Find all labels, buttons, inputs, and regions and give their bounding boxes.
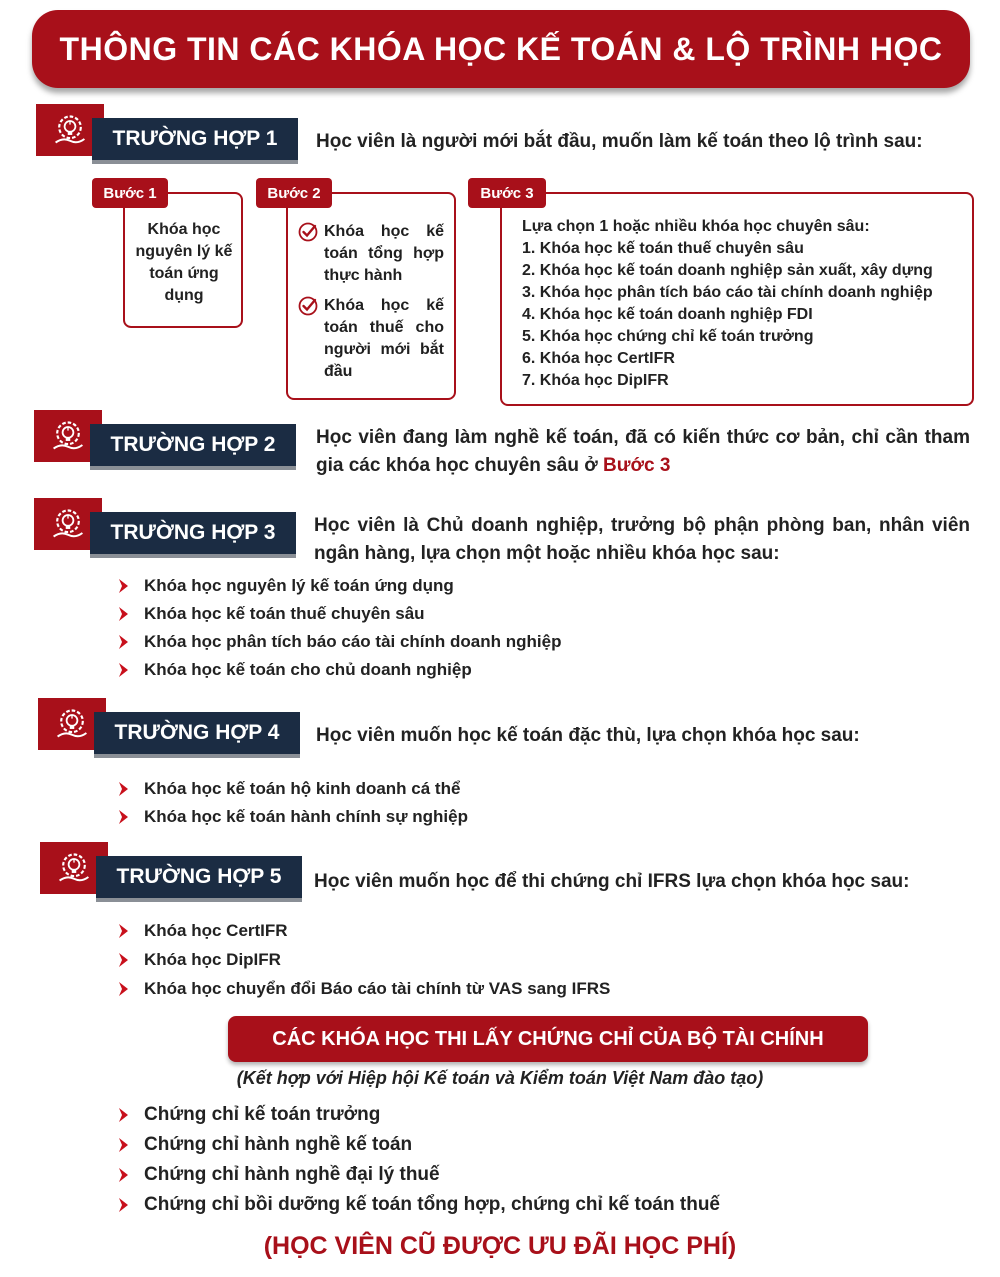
case-2-step-highlight: Bước 3 xyxy=(603,455,671,476)
case-5-header xyxy=(40,842,310,906)
lightbulb-gear-icon xyxy=(56,850,92,886)
check-circle-icon xyxy=(298,296,318,316)
case-5-label: TRƯỜNG HỢP 5 xyxy=(96,856,302,902)
chevron-right-icon xyxy=(116,952,132,968)
chevron-right-icon xyxy=(116,578,132,594)
step-2-item xyxy=(298,295,444,383)
list-item-text: Chứng chỉ hành nghề kế toán xyxy=(144,1134,413,1155)
list-item xyxy=(116,656,561,684)
case-2-description xyxy=(316,424,970,480)
case-3-course-list xyxy=(116,572,561,684)
step-2-item-text: Khóa học kế toán tổng hợp thực hành xyxy=(324,223,444,284)
chevron-right-icon xyxy=(116,634,132,650)
chevron-right-icon xyxy=(116,809,132,825)
step-2-label: Bước 2 xyxy=(256,178,332,208)
list-item-text: Chứng chỉ kế toán trưởng xyxy=(144,1104,381,1125)
list-item xyxy=(116,945,610,974)
certificates-note: (Kết hợp với Hiệp hội Kế toán và Kiểm toán Việt Nam đào tạo) xyxy=(236,1068,764,1088)
step-3-item: 2. Khóa học kế toán doanh nghiệp sản xuất, xây dựng xyxy=(522,262,933,279)
step-3-label: Bước 3 xyxy=(468,178,546,208)
step-3-item: 3. Khóa học phân tích báo cáo tài chính doanh nghiệp xyxy=(522,284,933,301)
list-item xyxy=(116,1130,720,1160)
list-item xyxy=(116,974,610,1003)
chevron-right-icon xyxy=(116,923,132,939)
chevron-right-icon xyxy=(116,981,132,997)
list-item xyxy=(116,628,561,656)
list-item xyxy=(116,600,561,628)
list-item-text: Chứng chỉ hành nghề đại lý thuế xyxy=(144,1164,440,1185)
case-4-course-list xyxy=(116,775,468,831)
list-item xyxy=(116,572,561,600)
chevron-right-icon xyxy=(116,1197,132,1213)
chevron-right-icon xyxy=(116,606,132,622)
list-item-text: Khóa học chuyển đổi Báo cáo tài chính từ VAS sang IFRS xyxy=(144,978,611,998)
chevron-right-icon xyxy=(116,1107,132,1123)
certificates-list xyxy=(116,1100,720,1220)
list-item xyxy=(116,916,610,945)
case-2-header xyxy=(34,410,304,474)
lightbulb-gear-icon xyxy=(50,506,86,542)
chevron-right-icon xyxy=(116,1167,132,1183)
certificates-banner xyxy=(228,1016,868,1062)
certificates-title: CÁC KHÓA HỌC THI LẤY CHỨNG CHỈ CỦA BỘ TÀI CHÍNH xyxy=(272,1027,824,1050)
list-item xyxy=(116,1190,720,1220)
list-item-text: Khóa học kế toán thuế chuyên sâu xyxy=(144,604,425,623)
list-item-text: Khóa học kế toán cho chủ doanh nghiệp xyxy=(144,660,472,679)
step-3-item: 4. Khóa học kế toán doanh nghiệp FDI xyxy=(522,306,813,323)
case-1-label: TRƯỜNG HỢP 1 xyxy=(92,118,298,164)
page-title-banner xyxy=(32,10,970,88)
case-5-course-list xyxy=(116,916,610,1003)
case-2-label: TRƯỜNG HỢP 2 xyxy=(90,424,296,470)
list-item-text: Khóa học DipIFR xyxy=(144,949,281,969)
case-2-description-text: Học viên đang làm nghề kế toán, đã có kiến thức cơ bản, chỉ cần tham gia các khóa học chuyên sâu ở xyxy=(316,427,970,476)
step-3-intro: Lựa chọn 1 hoặc nhiều khóa học chuyên sâu: xyxy=(522,218,870,235)
step-3-item: 7. Khóa học DipIFR xyxy=(522,372,669,389)
case-4-header xyxy=(38,698,308,762)
case-3-label: TRƯỜNG HỢP 3 xyxy=(90,512,296,558)
footer-note: (HỌC VIÊN CŨ ĐƯỢC ƯU ĐÃI HỌC PHÍ) xyxy=(263,1232,737,1260)
chevron-right-icon xyxy=(116,781,132,797)
case-3-header xyxy=(34,498,304,562)
list-item-text: Khóa học kế toán hành chính sự nghiệp xyxy=(144,807,468,826)
list-item-text: Khóa học kế toán hộ kinh doanh cá thể xyxy=(144,779,461,798)
lightbulb-gear-icon xyxy=(50,418,86,454)
list-item xyxy=(116,803,468,831)
case-3-description: Học viên là Chủ doanh nghiệp, trưởng bộ phận phòng ban, nhân viên ngân hàng, lựa chọn một hoặc nhiều khóa học sau: xyxy=(314,515,970,564)
step-3-item: 6. Khóa học CertIFR xyxy=(522,350,675,367)
list-item-text: Khóa học CertIFR xyxy=(144,920,288,940)
case-1-description: Học viên là người mới bắt đầu, muốn làm kế toán theo lộ trình sau: xyxy=(316,131,923,152)
step-2-item xyxy=(298,221,444,287)
step-3-item: 1. Khóa học kế toán thuế chuyên sâu xyxy=(522,240,804,257)
step-1-label: Bước 1 xyxy=(92,178,168,208)
list-item xyxy=(116,1160,720,1190)
case-5-description: Học viên muốn học để thi chứng chỉ IFRS lựa chọn khóa học sau: xyxy=(314,871,910,892)
chevron-right-icon xyxy=(116,662,132,678)
list-item-text: Chứng chỉ bồi dưỡng kế toán tổng hợp, chứng chỉ kế toán thuế xyxy=(144,1194,720,1215)
check-circle-icon xyxy=(298,222,318,242)
lightbulb-gear-icon xyxy=(52,112,88,148)
list-item xyxy=(116,775,468,803)
case-4-description: Học viên muốn học kế toán đặc thù, lựa chọn khóa học sau: xyxy=(316,725,860,746)
step-3-item: 5. Khóa học chứng chỉ kế toán trưởng xyxy=(522,328,814,345)
list-item xyxy=(116,1100,720,1130)
page-title: THÔNG TIN CÁC KHÓA HỌC KẾ TOÁN & LỘ TRÌNH HỌC xyxy=(59,30,943,67)
step-1-text: Khóa học nguyên lý kế toán ứng dụng xyxy=(135,221,233,304)
chevron-right-icon xyxy=(116,1137,132,1153)
step-2-item-text: Khóa học kế toán thuế cho người mới bắt đầu xyxy=(324,297,444,380)
step-3-list xyxy=(522,238,967,392)
list-item-text: Khóa học phân tích báo cáo tài chính doanh nghiệp xyxy=(144,632,562,651)
list-item-text: Khóa học nguyên lý kế toán ứng dụng xyxy=(144,576,454,595)
case-4-label: TRƯỜNG HỢP 4 xyxy=(94,712,300,758)
lightbulb-gear-icon xyxy=(54,706,90,742)
case-1-header xyxy=(36,104,306,168)
